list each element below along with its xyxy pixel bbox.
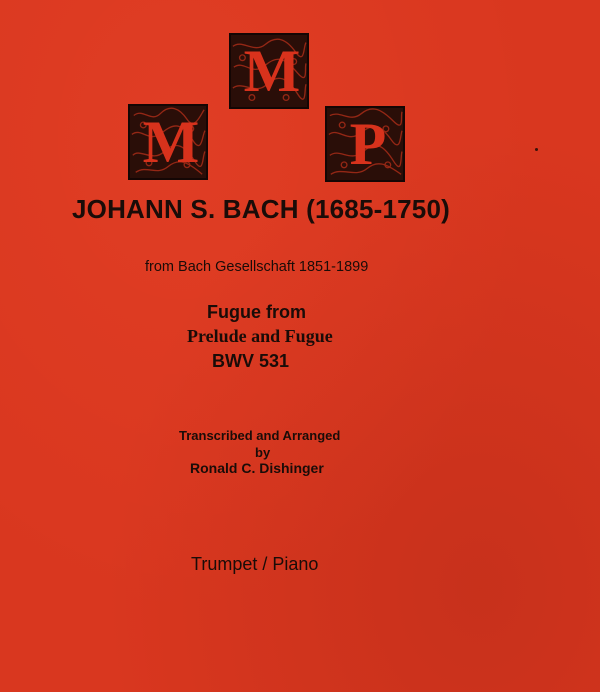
work-title-line-1: Fugue from <box>207 302 306 322</box>
arranger-name: Ronald C. Dishinger <box>190 460 324 476</box>
instrumentation: Trumpet / Piano <box>191 554 319 574</box>
monogram-letter: M <box>243 38 295 104</box>
monogram-p-right-icon <box>325 106 405 182</box>
source-line: from Bach Gesellschaft 1851-1899 <box>145 259 369 275</box>
monogram-letter: P <box>349 111 381 177</box>
monogram-m-left-icon <box>128 104 208 180</box>
monogram-m-middle-icon <box>229 33 309 109</box>
ink-speck <box>535 148 538 151</box>
work-catalog-number: BWV 531 <box>212 351 290 371</box>
monogram-letter: M <box>142 109 194 175</box>
credit-by: by <box>255 445 271 460</box>
credit-line: Transcribed and Arranged <box>179 428 341 443</box>
work-title-line-2: Prelude and Fugue <box>187 326 333 346</box>
composer-title: JOHANN S. BACH (1685-1750) <box>72 194 450 224</box>
